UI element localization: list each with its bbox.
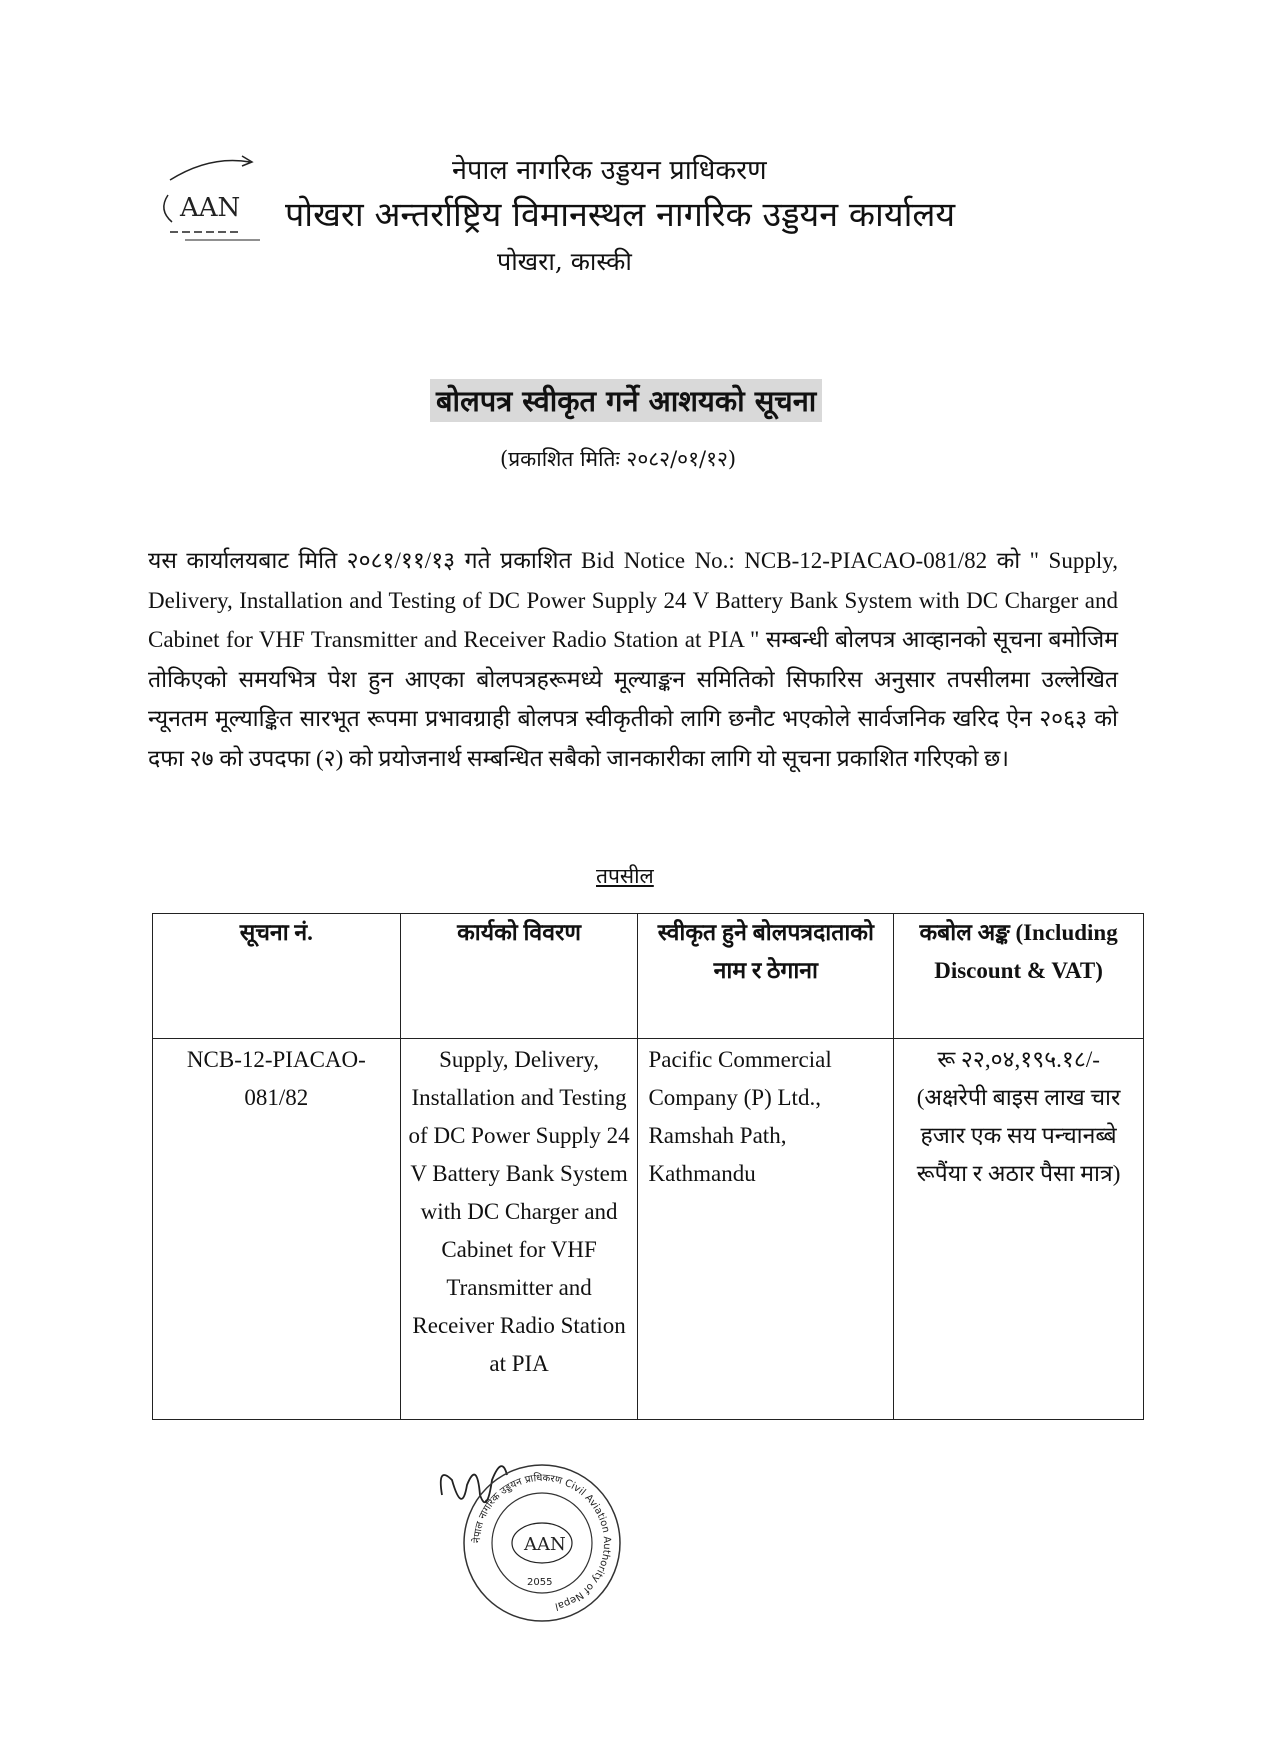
table-row <box>153 1039 1144 1420</box>
details-heading: तपसील <box>596 864 654 888</box>
svg-text:नेपाल नागरिक उड्डयन प्राधिकरण: नेपाल नागरिक उड्डयन प्राधिकरण Civil Aviation Authority of Nepal <box>471 1472 613 1612</box>
header-description: कार्यको विवरण <box>400 914 638 1039</box>
header-amount: कबोल अङ्क (Including Discount & VAT) <box>894 914 1144 1039</box>
org-name-line1: नेपाल नागरिक उड्डयन प्राधिकरण <box>452 155 767 186</box>
header-notice-no: सूचना नं. <box>153 914 401 1039</box>
notice-title: बोलपत्र स्वीकृत गर्ने आशयको सूचना <box>430 379 822 422</box>
details-table <box>152 913 1144 1420</box>
cell-bidder: Pacific Commercial Company (P) Ltd., Ramshah Path, Kathmandu <box>638 1039 894 1420</box>
svg-text:AAN: AAN <box>524 1534 566 1555</box>
cell-amount: रू २२,०४,१९५.१८/- (अक्षरेपी बाइस लाख चार हजार एक सय पन्चानब्बे रूपैंया र अठार पैसा मात्र) <box>894 1039 1144 1420</box>
cell-description: Supply, Delivery, Installation and Testing of DC Power Supply 24 V Battery Bank System with DC Charger and Cabinet for VHF Transmitter and Receiver Radio Station at PIA <box>400 1039 638 1420</box>
svg-text:2055: 2055 <box>527 1577 553 1588</box>
official-stamp <box>432 1455 652 1625</box>
notice-body: यस कार्यालयबाट मिति २०८१/११/१३ गते प्रकाशित Bid Notice No.: NCB-12-PIACAO-081/82 को " Supply, Delivery, Installation and Testing of DC Power Supply 24 V Battery Bank System with DC Charger and Cabinet for VHF Transmitter and Receiver Radio Station at PIA " सम्बन्धी बोलपत्र आव्हानको सूचना बमोजिम तोकिएको समयभित्र पेश हुन आएका बोलपत्रहरूमध्ये मूल्याङ्कन समितिको सिफारिस अनुसार तपसीलमा उल्लेखित न्यूनतम मूल्याङ्कित सारभूत रूपमा प्रभावग्राही बोलपत्र स्वीकृतीको लागि छनौट भएकोले सार्वजनिक खरिद ऐन २०६३ को दफा २७ को उपदफा (२) को प्रयोजनार्थ सम्बन्धित सबैको जानकारीका लागि यो सूचना प्रकाशित गरिएको छ। <box>148 548 1118 771</box>
cell-notice-no: NCB-12-PIACAO-081/82 <box>153 1039 401 1420</box>
org-name-line2: पोखरा अन्तर्राष्ट्रिय विमानस्थल नागरिक उड्डयन कार्यालय <box>285 195 956 235</box>
header-bidder: स्वीकृत हुने बोलपत्रदाताको नाम र ठेगाना <box>638 914 894 1039</box>
caan-logo <box>150 150 270 250</box>
svg-text:AAN: AAN <box>180 193 241 223</box>
published-date: (प्रकाशित मितिः २०८२/०१/१२) <box>500 447 737 471</box>
table-header-row <box>153 914 1144 1039</box>
org-location: पोखरा, कास्की <box>497 247 632 276</box>
